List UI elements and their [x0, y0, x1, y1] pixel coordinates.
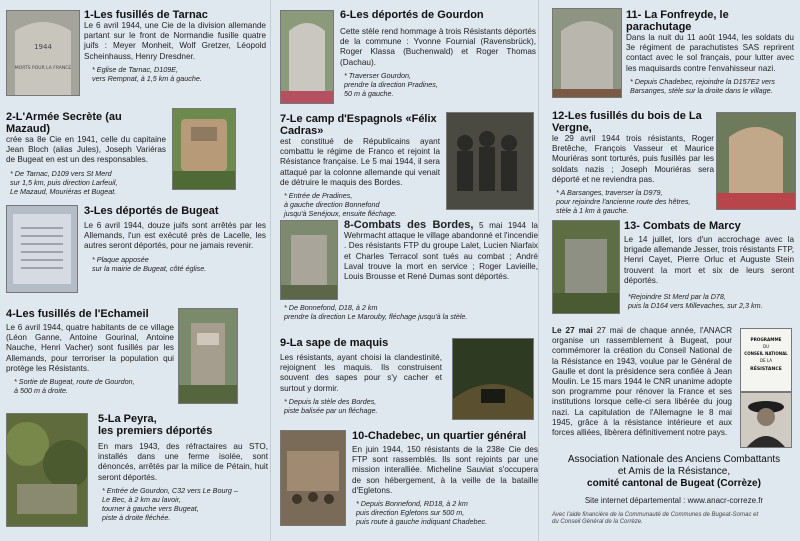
- anacr-body: 27 mai de chaque année, l'ANACR organise un rassemblement à Bugeat, pour commémorer la création du Conseil National de la Résistance en 1943, voulue par le Général de Gaulle et dont la présidence sera confiée à Jean Moulin. Le 15 mars 1944 le CNR unanime adopte son programme pour rénover la France et ses institutions lorsque celle-ci sera libérée du joug nazi. La capitulation de l'Allemagne le 8 mai 1945, grâce à la résistance intérieure et aux forces alliées, libèrera définitivement notre pays.: [552, 326, 732, 438]
- anacr-text: [552, 326, 732, 438]
- photo-stele-bordes: [280, 220, 338, 300]
- entry-title: 3-Les déportés de Bugeat: [84, 205, 219, 217]
- directions-line: puis la D164 vers Millevaches, sur 2,3 km.: [628, 301, 763, 311]
- entry-text: En mars 1943, des réfractaires au STO, installés dans une ferme isolée, sont dénoncés, arrêtés par la milice de Pétain, huit seront déportés.: [98, 442, 268, 482]
- photo-stele-fonfreyde: [552, 8, 622, 98]
- credit-line: Avec l'aide financière de la Communauté de Communes de Bugeat-Sornac et: [552, 512, 759, 518]
- photo-la-peyra: [6, 413, 88, 527]
- directions-line: puis route à gauche indiquant Chadebec.: [356, 517, 488, 527]
- entry-text: Dans la nuit du 11 août 1944, les soldats du 3e régiment de parachutistes SAS reprirent contact avec le sol français, pour lutter avec les maquisards contre l'envahisseur nazi.: [626, 33, 794, 73]
- photo-stele-mazaud: [172, 108, 236, 190]
- directions-line: * A Barsanges, traverser la D979,: [556, 188, 663, 198]
- directions-line: * Depuis la stèle des Bordes,: [284, 396, 377, 406]
- directions-line: sur 1,5 km, puis direction Larfeuil,: [10, 177, 118, 187]
- directions-line: * Depuis Chadebec, rejoindre la D157E2 vers: [630, 76, 776, 86]
- entry-directions: [284, 397, 442, 415]
- org-line: Association Nationale des Anciens Combattants: [567, 454, 781, 465]
- directions-line: prendre la direction Le Marouby, fléchage jusqu'à la stèle.: [284, 312, 468, 321]
- footer-organisation: [552, 454, 796, 490]
- directions-line: pour rejoindre l'ancienne route des hêtres,: [556, 197, 691, 207]
- directions-line: prendre la direction Pradines,: [344, 79, 438, 89]
- directions-line: * De Bonnefond, D18, à 2 km: [284, 303, 378, 312]
- entry-text: Cette stèle rend hommage à trois Résistants déportés de la commune : Yvonne Fournial (Ravensbrück), Roger Klassa (Buchenwald) et Roger Thomas (Dachau).: [340, 27, 536, 67]
- poster-line: DE LA: [760, 358, 772, 363]
- directions-line: Le Mazaud, Mouriéras et Bugeat.: [10, 186, 117, 196]
- photo-stele-marcy: [552, 220, 620, 314]
- photo-inscription: MORTS POUR LA FRANCE: [14, 66, 72, 71]
- entry-directions: [284, 191, 440, 218]
- directions-line: *Rejoindre St Merd par la D78,: [628, 292, 726, 302]
- entry-title: 5-La Peyra,: [98, 413, 157, 425]
- photo-stele-gourdon: [280, 10, 334, 104]
- entry-title: 1-Les fusillés de Tarnac: [84, 9, 208, 21]
- entry-8: [344, 220, 538, 282]
- entry-directions: [10, 169, 166, 196]
- directions-line: * Depuis Bonnefond, RD18, à 2 km: [356, 499, 468, 509]
- directions-line: stèle à 1 km à gauche.: [556, 206, 629, 216]
- poster-line: PROGRAMME: [750, 337, 782, 342]
- entry-text: Le 6 avril 1944, douze juifs sont arrêtés par les Allemands, l'un est exécuté près de Lacelle, les autres seront déportés, pour ne jamais revenir.: [84, 221, 266, 251]
- entry-text: Le 6 avril 1944, une Cie de la division allemande partant sur le front de Normandie fusille quatre juifs : Meyer Monheit, Wolf Gretzer, Léopold Scheinhauss, Henry Dresdner.: [84, 21, 266, 61]
- poster-line: RÉSISTANCE: [750, 367, 782, 372]
- entry-11: [626, 9, 794, 95]
- funding-credit: [552, 512, 796, 526]
- entry-text: est constitué de Républicains ayant combattu le régime de Franco et rejoint la Résistance française. Le 5 mai 1944, il sera attaqué par la colonne allemande qui venait de détruire le maquis des Bordes.: [280, 137, 440, 187]
- entry-7: [280, 113, 440, 218]
- entry-directions: [92, 255, 266, 273]
- directions-line: * Eglise de Tarnac, D109E,: [92, 64, 179, 74]
- column-divider: [538, 0, 539, 541]
- entry-directions: [556, 188, 714, 215]
- entry-text: Les résistants, ayant choisi la clandestinité, rejoignent les maquis. Ils construisent souvent des sapes pour s'y cacher et surtout y dormir.: [280, 353, 442, 393]
- entry-10: [352, 430, 538, 526]
- entry-1: [84, 9, 266, 83]
- directions-line: * Plaque apposée: [92, 254, 149, 264]
- entry-3: [84, 205, 266, 273]
- entry-title: 10-Chadebec, un quartier général: [352, 430, 527, 442]
- directions-line: sur la mairie de Bugeat, côté église.: [92, 263, 207, 273]
- anacr-block: [552, 326, 732, 438]
- directions-line: 50 m à gauche.: [344, 88, 394, 98]
- entry-directions: [628, 292, 794, 310]
- entry-title: 8-Combats des Bordes,: [344, 219, 474, 231]
- entry-directions: [284, 303, 536, 321]
- directions-line: piste à droite fléchée.: [102, 512, 171, 522]
- poster-line: DU: [762, 344, 770, 349]
- entry-2: [6, 111, 166, 196]
- entry-8-directions: [280, 300, 536, 321]
- directions-line: * Entrée de Pradines,: [284, 191, 353, 201]
- directions-line: à gauche direction Bonnefond: [284, 200, 380, 210]
- photo-plaque-bugeat: [6, 205, 78, 293]
- entry-title: 6-Les déportés de Gourdon: [340, 9, 484, 21]
- entry-title: 13- Combats de Marcy: [624, 220, 741, 232]
- poster-line: CONSEIL NATIONAL: [744, 351, 788, 356]
- photo-stele-echameil: [178, 308, 238, 404]
- website-link[interactable]: Site internet départemental : www.anacr-correze.fr: [584, 496, 764, 505]
- entry-directions: [356, 499, 538, 526]
- entry-5: [98, 413, 268, 522]
- entry-12: [552, 110, 714, 215]
- photo-jean-moulin: [740, 392, 792, 448]
- directions-line: jusqu'à Senéjoux, ensuite fléchage.: [284, 209, 397, 219]
- entry-9: [280, 337, 442, 415]
- directions-line: vers Rempnat, à 1,5 km à gauche.: [92, 73, 202, 83]
- directions-line: à 500 m à droite.: [14, 386, 68, 396]
- photo-camp-espagnols: [446, 112, 534, 210]
- entry-directions: [102, 486, 268, 522]
- entry-title: 9-La sape de maquis: [280, 337, 389, 349]
- entry-text: le 29 avril 1944 trois résistants, Roger Bretêche, François Vasseur et Maurice Mouriéras sont torturés, puis fusillés par les soldats nazis ; Joseph Mouriéras sera déporté et ne reviendra pas.: [552, 134, 714, 184]
- entry-directions: [92, 65, 266, 83]
- directions-line: * De Tarnac, D109 vers St Merd: [10, 168, 112, 178]
- photo-chadebec: [280, 430, 346, 526]
- directions-line: * Traverser Gourdon,: [344, 70, 411, 80]
- entry-body: 5 mai 1944 la Wehrmacht attaque le village abandonné et l'incendie . Des résistants FTP du groupe Lalet, Lucien Niarfaix et Charles Terracol sont tués au combat ; André Laval trouve la mort en service ; Roger Lavieille, Louis Brousse et René Dumas sont déportés.: [344, 221, 538, 282]
- entry-text: crée sa 8e Cie en 1941, celle du capitaine Jean Bloch (alias Jules), Joseph Variéras de Bugeat en est un des responsables.: [6, 135, 166, 165]
- photo-stele-vergne: [716, 112, 796, 210]
- directions-line: * Entrée de Gourdon, C32 vers Le Bourg –: [102, 485, 238, 495]
- entry-4: [6, 308, 174, 395]
- directions-line: Barsanges, stèle sur la droite dans le village.: [630, 85, 773, 95]
- entry-text: Le 14 juillet, lors d'un accrochage avec la brigade allemande Jesser, trois résistants FTP, Henri Cayet, Pierre Orluc et Auguste Stein trouvent la mort et six de leurs seront déportés.: [624, 235, 794, 285]
- entry-directions: [14, 377, 174, 395]
- directions-line: * Sortie de Bugeat, route de Gourdon,: [14, 377, 135, 387]
- org-line: comité cantonal de Bugeat (Corrèze): [587, 478, 761, 489]
- column-divider: [270, 0, 271, 541]
- directions-line: piste balisée par un fléchage.: [284, 405, 378, 415]
- entry-text: En juin 1944, 150 résistants de la 238e Cie des FTP sont rassemblés. Ils sont rejoints par une mission interalliée. Micheline Sauviat s'occupera de son hébergement, à la veille de la bataille d'Egletons.: [352, 445, 538, 495]
- entry-directions: [630, 77, 794, 95]
- entry-directions: [344, 71, 536, 98]
- entry-title: 11- La Fonfreyde, le parachutage: [626, 9, 729, 33]
- anacr-lead: Le 27 mai: [552, 326, 593, 335]
- entry-title: 7-Le camp d'Espagnols «Félix Cadras»: [280, 113, 437, 137]
- entry-title: 2-L'Armée Secrète (au Mazaud): [6, 111, 122, 135]
- entry-title-line2: les premiers déportés: [98, 425, 213, 437]
- photo-inscription: 1944: [34, 43, 52, 51]
- entry-text: [344, 220, 538, 282]
- directions-line: tourner à gauche vers Bugeat,: [102, 503, 199, 513]
- photo-poster-cnr: [740, 328, 792, 392]
- entry-title: 12-Les fusillés du bois de La Vergne,: [552, 110, 702, 134]
- entry-text: Le 6 avril 1944, quatre habitants de ce village (Léon Ganne, Antoine Gourinal, Antoine Nauche, Henri Vacher) sont fusillés par les Allemands, pour terroriser la population qui protège les Résistants.: [6, 323, 174, 373]
- photo-stele-tarnac: [6, 10, 80, 96]
- directions-line: Le Bec, à 2 km au lavoir,: [102, 494, 181, 504]
- entry-13: [624, 220, 794, 310]
- entry-6: [340, 9, 536, 98]
- directions-line: puis direction Egletons sur 500 m,: [356, 508, 465, 518]
- photo-sape-maquis: [452, 338, 534, 420]
- credit-line: du Conseil Général de la Corrèze.: [552, 519, 643, 525]
- org-line: et Amis de la Résistance,: [617, 466, 731, 477]
- entry-title: 4-Les fusillés de l'Echameil: [6, 308, 149, 320]
